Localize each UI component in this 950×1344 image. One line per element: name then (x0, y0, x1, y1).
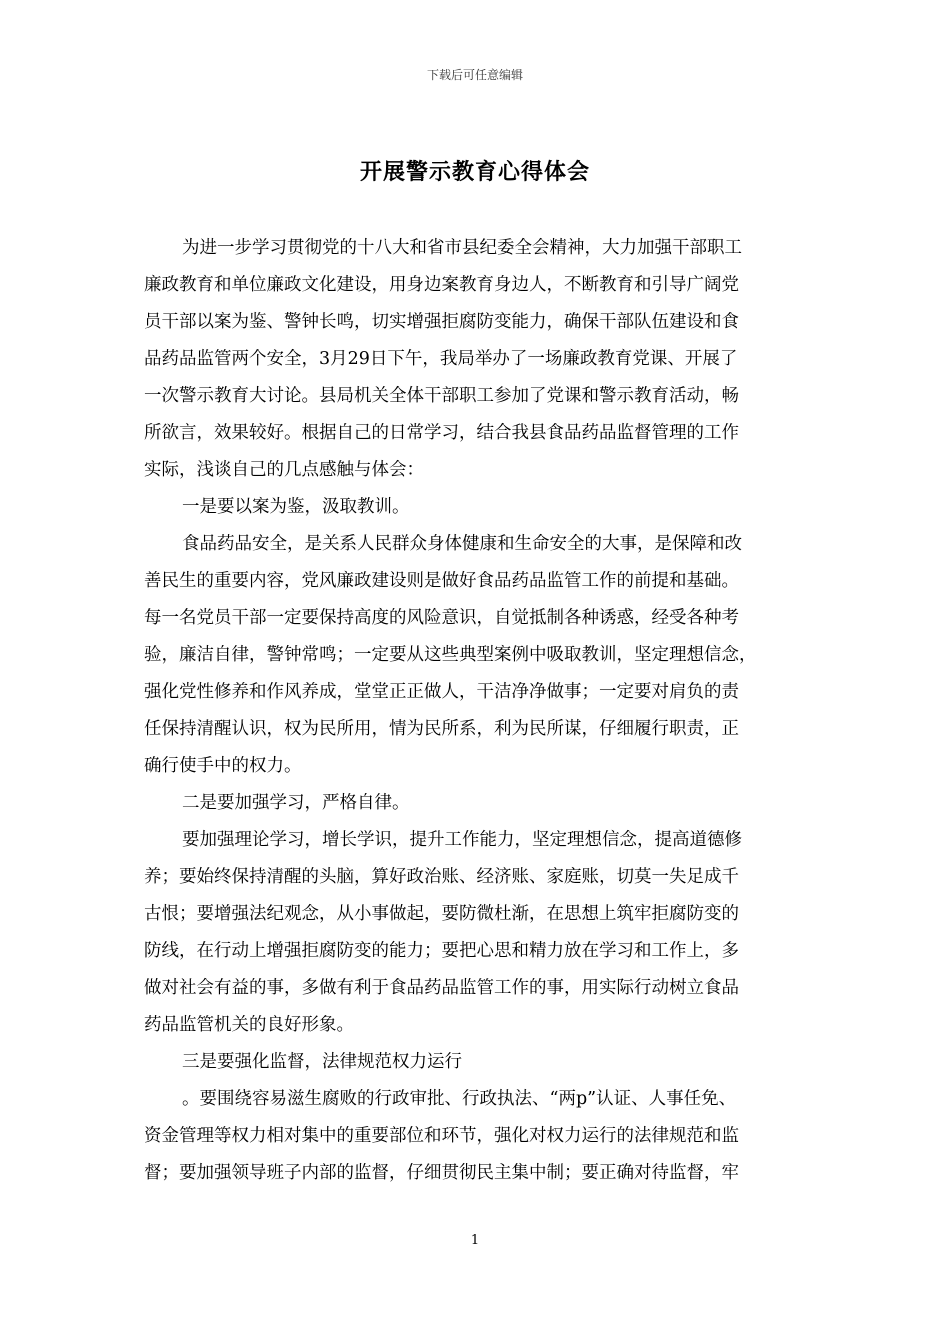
paragraph-line: 强化党性修养和作风养成，堂堂正正做人，干洁净净做事；一定要对肩负的责 (144, 682, 739, 702)
paragraph-line: 古恨；要增强法纪观念，从小事做起，要防微杜渐，在思想上筑牢拒腐防变的 (144, 904, 739, 924)
paragraph-line: 任保持清醒认识，权为民所用，情为民所系，利为民所谋，仔细履行职责，正 (144, 719, 739, 739)
paragraph-line: 确行使手中的权力。 (144, 756, 302, 776)
paragraph-line: 防线，在行动上增强拒腐防变的能力；要把心思和精力放在学习和工作上，多 (144, 941, 739, 961)
paragraph-line: 。要围绕容易滋生腐败的行政审批、行政执法、“两p”认证、人事任免、 (182, 1089, 737, 1109)
paragraph-line: 验，廉洁自律，警钟常鸣；一定要从这些典型案例中吸取教训，坚定理想信念， (144, 645, 757, 665)
paragraph-line: 善民生的重要内容，党风廉政建设则是做好食品药品监管工作的前提和基础。 (144, 571, 739, 591)
paragraph-line: 廉政教育和单位廉政文化建设，用身边案教育身边人，不断教育和引导广阔党 (144, 275, 739, 295)
paragraph-line: 药品监管机关的良好形象。 (144, 1015, 354, 1035)
paragraph-line: 实际，浅谈自己的几点感触与体会： (144, 460, 424, 480)
paragraph-line: 为进一步学习贯彻党的十八大和省市县纪委全会精神，大力加强干部职工 (182, 238, 742, 258)
document-body (144, 230, 808, 1192)
paragraph-line: 要加强理论学习，增长学识，提升工作能力，坚定理想信念，提高道德修 (182, 830, 742, 850)
paragraph-line: 一次警示教育大讨论。县局机关全体干部职工参加了党课和警示教育活动，畅 (144, 386, 739, 406)
paragraph-line: 资金管理等权力相对集中的重要部位和环节，强化对权力运行的法律规范和监 (144, 1126, 739, 1146)
paragraph-line: 养；要始终保持清醒的头脑，算好政治账、经济账、家庭账，切莫一失足成千 (144, 867, 739, 887)
header-note: 下载后可任意编辑 (426, 68, 523, 82)
section-heading: 一是要以案为鉴，汲取教训。 (182, 497, 410, 517)
page-number: 1 (470, 1233, 480, 1248)
paragraph-line: 督；要加强领导班子内部的监督，仔细贯彻民主集中制；要正确对待监督，牢 (144, 1163, 739, 1183)
paragraph-line: 每一名党员干部一定要保持高度的风险意识，自觉抵制各种诱惑，经受各种考 (144, 608, 739, 628)
paragraph-line: 做对社会有益的事，多做有利于食品药品监管工作的事，用实际行动树立食品 (144, 978, 739, 998)
paragraph-line: 食品药品安全，是关系人民群众身体健康和生命安全的大事，是保障和改 (182, 534, 742, 554)
paragraph-line: 品药品监管两个安全，3月29日下午，我局举办了一场廉政教育党课、开展了 (144, 349, 738, 369)
document-title: 开展警示教育心得体会 (359, 159, 590, 185)
paragraph-line: 所欲言，效果较好。根据自己的日常学习，结合我县食品药品监督管理的工作 (144, 423, 739, 443)
section-heading: 二是要加强学习，严格自律。 (182, 793, 410, 813)
section-heading: 三是要强化监督，法律规范权力运行 (182, 1052, 462, 1072)
paragraph-line: 员干部以案为鉴、警钟长鸣，切实增强拒腐防变能力，确保干部队伍建设和食 (144, 312, 739, 332)
